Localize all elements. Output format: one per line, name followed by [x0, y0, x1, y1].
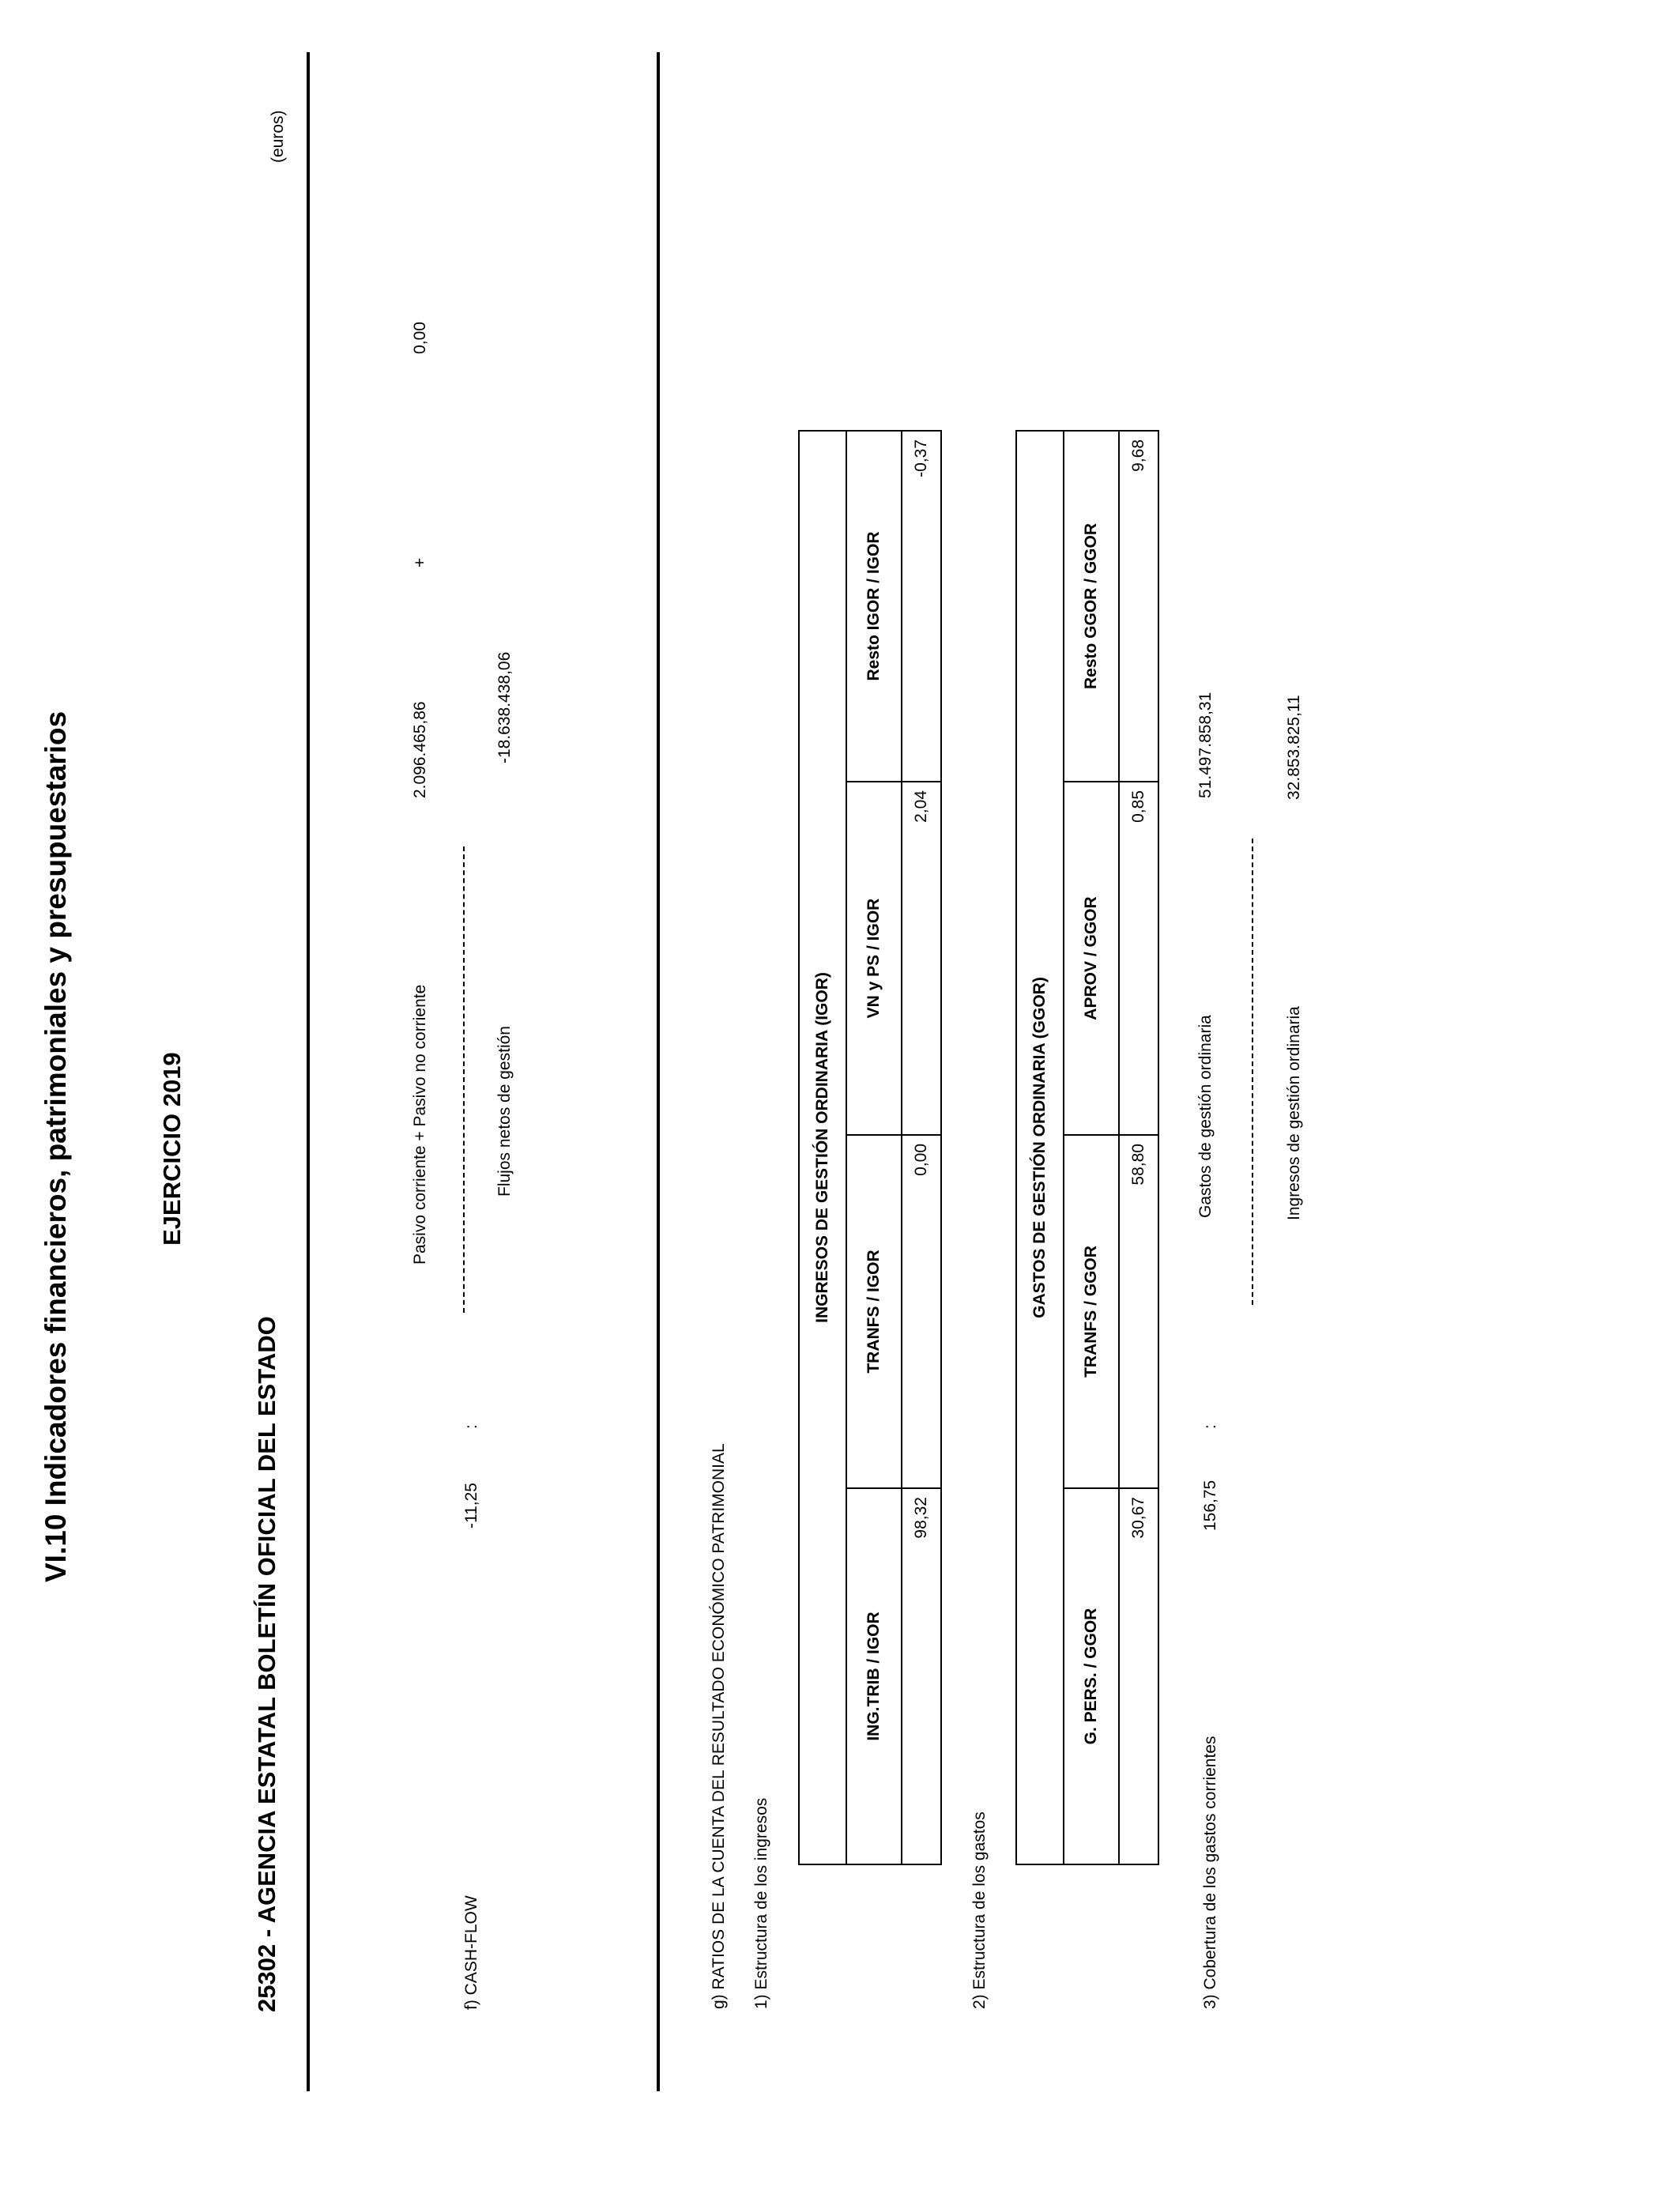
income-value-vn-ps: 2,04 — [902, 782, 941, 1135]
expense-table-values-row — [1119, 431, 1158, 1864]
expense-col-aprov: APROV / GGOR — [1064, 782, 1119, 1135]
coverage-label: 3) Cobertura de los gastos corrientes — [1201, 1736, 1219, 2009]
expense-table-header: GASTOS DE GESTIÓN ORDINARIA (GGOR) — [1016, 431, 1064, 1864]
coverage-fraction-line — [1252, 839, 1253, 1305]
coverage-denominator-value: 32.853.825,11 — [1285, 695, 1303, 800]
income-structure-label: 1) Estructura de los ingresos — [752, 1797, 770, 2009]
coverage-denominator-label: Ingresos de gestión ordinaria — [1285, 1006, 1303, 1220]
coverage-value: 156,75 — [1201, 1480, 1219, 1531]
ratios-title: g) RATIOS DE LA CUENTA DEL RESULTADO ECONÓMICO PATRIMONIAL — [710, 1443, 728, 2009]
expense-value-tranfs: 58,80 — [1119, 1135, 1158, 1488]
expense-table-header-row — [1016, 431, 1064, 1864]
income-structure-table — [798, 430, 942, 1865]
header-divider-bottom — [657, 52, 660, 2091]
expense-value-resto: 9,68 — [1119, 431, 1158, 782]
expense-col-g-pers: G. PERS. / GGOR — [1064, 1488, 1119, 1864]
expense-table-columns-row — [1064, 431, 1119, 1864]
income-table-values-row — [902, 431, 941, 1864]
income-col-tranfs: TRANFS / IGOR — [846, 1135, 902, 1488]
exercise-year: EJERCICIO 2019 — [158, 1052, 186, 1246]
coverage-colon: : — [1201, 1424, 1219, 1429]
cashflow-plus: + — [411, 557, 429, 567]
income-table-header: INGRESOS DE GESTIÓN ORDINARIA (IGOR) — [799, 431, 846, 1864]
cashflow-colon: : — [462, 1424, 480, 1429]
income-col-ing-trib: ING.TRIB / IGOR — [846, 1488, 902, 1864]
cashflow-denominator-value: -18.638.438,06 — [495, 651, 514, 763]
expense-col-resto: Resto GGOR / GGOR — [1064, 431, 1119, 782]
cashflow-value: -11,25 — [462, 1483, 480, 1529]
cashflow-label: f) CASH-FLOW — [462, 1895, 480, 2010]
organization-name: 25302 - AGENCIA ESTATAL BOLETÍN OFICIAL DEL ESTADO — [253, 1316, 281, 2012]
income-value-tranfs: 0,00 — [902, 1135, 941, 1488]
expense-structure-table — [1015, 430, 1159, 1865]
currency-note: (euros) — [269, 110, 287, 163]
income-col-vn-ps: VN y PS / IGOR — [846, 782, 902, 1135]
expense-structure-label: 2) Estructura de los gastos — [970, 1811, 989, 2009]
cashflow-numerator-value: 2.096.465,86 — [411, 701, 429, 798]
coverage-numerator-value: 51.497.858,31 — [1196, 692, 1215, 798]
cashflow-numerator-label: Pasivo corriente + Pasivo no corriente — [411, 984, 429, 1265]
coverage-numerator-label: Gastos de gestión ordinaria — [1196, 1015, 1215, 1218]
income-col-resto: Resto IGOR / IGOR — [846, 431, 902, 782]
page-title: VI.10 Indicadores financieros, patrimoniales y presupuestarios — [40, 711, 72, 1582]
income-value-ing-trib: 98,32 — [902, 1488, 941, 1864]
expense-value-g-pers: 30,67 — [1119, 1488, 1158, 1864]
expense-col-tranfs: TRANFS / GGOR — [1064, 1135, 1119, 1488]
cashflow-denominator-label: Flujos netos de gestión — [495, 1026, 514, 1197]
cashflow-extra-value: 0,00 — [411, 322, 429, 354]
income-table-columns-row — [846, 431, 902, 1864]
income-value-resto: -0,37 — [902, 431, 941, 782]
income-table-header-row — [799, 431, 846, 1864]
cashflow-fraction-line — [463, 846, 465, 1313]
header-divider-top — [307, 52, 310, 2091]
expense-value-aprov: 0,85 — [1119, 782, 1158, 1135]
